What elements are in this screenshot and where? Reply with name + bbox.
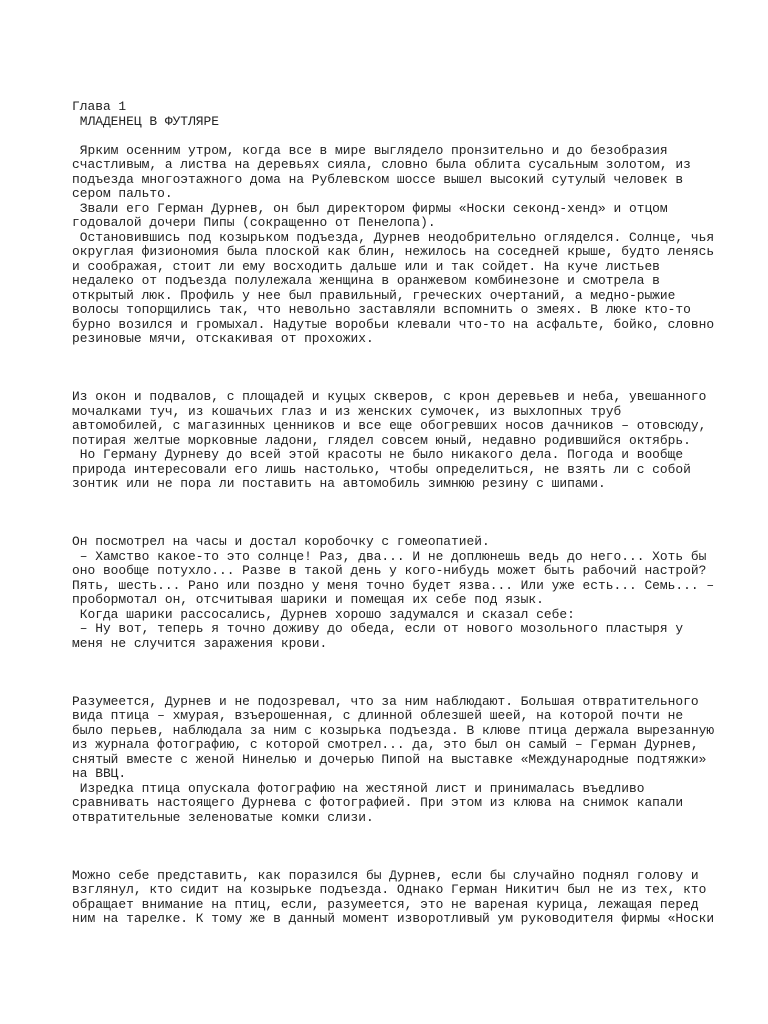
text-line: Можно себе представить, как поразился бы Дурнев, если бы случайно поднял голову и bbox=[72, 867, 699, 883]
spacer bbox=[72, 347, 712, 391]
text-line: отвратительные зеленоватые комки слизи. bbox=[72, 809, 374, 825]
text-line: из журнала фотографию, с которой смотрел... да, это был он самый – Герман Дурнев, bbox=[72, 737, 699, 752]
chapter-title: МЛАДЕНЕЦ В ФУТЛЯРЕ bbox=[72, 113, 219, 129]
text-line: потирая желтые морковные ладони, глядел совсем юный, недавно родившийся октябрь. bbox=[72, 432, 691, 448]
text-line: – Хамство какое-то это солнце! Раз, два... И не доплюнешь ведь до него... Хоть бы bbox=[72, 548, 707, 564]
text-line: Он посмотрел на часы и достал коробочку с гомеопатией. bbox=[72, 534, 490, 549]
text-line: Когда шарики рассосались, Дурнев хорошо задумался и сказал себе: bbox=[72, 606, 575, 622]
text-line: подъезда многоэтажного дома на Рублевском шоссе вышел высокий сутулый человек в bbox=[72, 171, 684, 187]
text-line: и соображая, стоит ли ему восходить дальше или и так сойдет. На куче листьев bbox=[72, 258, 660, 274]
text-line: вида птица – хмурая, взъерошенная, с длинной облезшей шеей, на которой почти не bbox=[72, 708, 684, 723]
paragraph-block-4 bbox=[72, 693, 715, 826]
text-line: обращает внимание на птиц, если, разумеется, это не вареная курица, лежащая перед bbox=[72, 896, 699, 912]
text-line: мочалками туч, из кошачьих глаз и из женских сумочек, из выхлопных труб bbox=[72, 403, 622, 419]
chapter-number: Глава 1 bbox=[72, 99, 127, 114]
text-line: Остановившись под козырьком подъезда, Дурнев неодобрительно огляделся. Солнце, чья bbox=[72, 229, 715, 245]
text-line: Разумеется, Дурнев и не подозревал, что за ним наблюдают. Большая отвратительного bbox=[72, 693, 699, 709]
text-line: было перьев, наблюдала за ним с козырька подъезда. В клюве птица держала вырезанную bbox=[72, 722, 715, 738]
text-line: волосы топорщились так, что невольно заставляли вспомнить о змеях. В люке кто-то bbox=[72, 302, 691, 317]
spacer bbox=[72, 129, 712, 144]
text-line: сравнивать настоящего Дурнева с фотографией. При этом из клюва на снимок капали bbox=[72, 795, 684, 810]
paragraph-block-2 bbox=[72, 390, 712, 492]
text-line: Ярким осенним утром, когда все в мире выглядело пронзительно и до безобразия bbox=[72, 142, 668, 158]
document-page bbox=[72, 99, 715, 927]
text-line: Изредка птица опускала фотографию на жестяной лист и принималась въедливо bbox=[72, 780, 645, 796]
text-line: на ВВЦ. bbox=[72, 766, 127, 781]
text-line: природа интересовали его лишь настолько, чтобы определиться, не взять ли с собой bbox=[72, 461, 691, 477]
paragraph-block-1 bbox=[72, 142, 715, 347]
text-line: Звали его Герман Дурнев, он был директором фирмы «Носки секонд-хенд» и отцом bbox=[72, 200, 668, 216]
text-line: резиновые мячи, отскакивая от прохожих. bbox=[72, 331, 374, 346]
paragraph-block-3 bbox=[72, 534, 715, 651]
text-line: зонтик или не пора ли поставить на автомобиль зимнюю резину с шипами. bbox=[72, 476, 606, 491]
text-line: снятый вместе с женой Нинелью и дочерью Пипой на выставке «Международные подтяжки» bbox=[72, 751, 707, 767]
text-line: годовалой дочери Пипы (сокращенно от Пенелопа). bbox=[72, 215, 436, 230]
text-line: округлая физиономия была плоской как блин, нежилось на соседней крыше, будто ленясь bbox=[72, 244, 715, 259]
text-line: сером пальто. bbox=[72, 186, 173, 201]
text-line: меня не случится заражения крови. bbox=[72, 635, 328, 651]
paragraph-block-5 bbox=[72, 867, 715, 927]
text-line: ним на тарелке. К тому же в данный момент изворотливый ум руководителя фирмы «Носки bbox=[72, 911, 715, 926]
text-line: открытый люк. Профиль у нее был правильный, греческих очертаний, а медно-рыжие bbox=[72, 287, 676, 303]
text-line: Из окон и подвалов, с площадей и куцых скверов, с крон деревьев и неба, увешанного bbox=[72, 389, 707, 404]
text-line: Но Герману Дурневу до всей этой красоты не было никакого дела. Погода и вообще bbox=[72, 447, 684, 462]
text-line: недалеко от подъезда полулежала женщина в оранжевом комбинезоне и смотрела в bbox=[72, 273, 660, 288]
text-line: автомобилей, с магазинных ценников и все еще обогревших носов дачников – отовсюду, bbox=[72, 418, 707, 433]
text-line: Пять, шесть... Рано или поздно у меня точно будет язва... Или уже есть... Семь... – bbox=[72, 577, 715, 593]
text-line: бурно возился и громыхал. Надутые воробьи клевали что-то на асфальте, бойко, словно bbox=[72, 316, 715, 332]
spacer bbox=[72, 492, 712, 536]
text-line: счастливым, а листва на деревьях сияла, словно была облита сусальным золотом, из bbox=[72, 157, 691, 172]
text-line: взглянул, кто сидит на козырьке подъезда. Однако Герман Никитич был не из тех, кто bbox=[72, 882, 707, 897]
text-line: – Ну вот, теперь я точно доживу до обеда, если от нового мозольного пластыря у bbox=[72, 621, 684, 636]
spacer bbox=[72, 825, 712, 869]
text-line: оно вообще потухло... Разве в такой день у кого-нибудь может быть рабочий настрой? bbox=[72, 563, 707, 578]
spacer bbox=[72, 651, 712, 695]
text-line: пробормотал он, отсчитывая шарики и помещая их себе под язык. bbox=[72, 592, 544, 607]
